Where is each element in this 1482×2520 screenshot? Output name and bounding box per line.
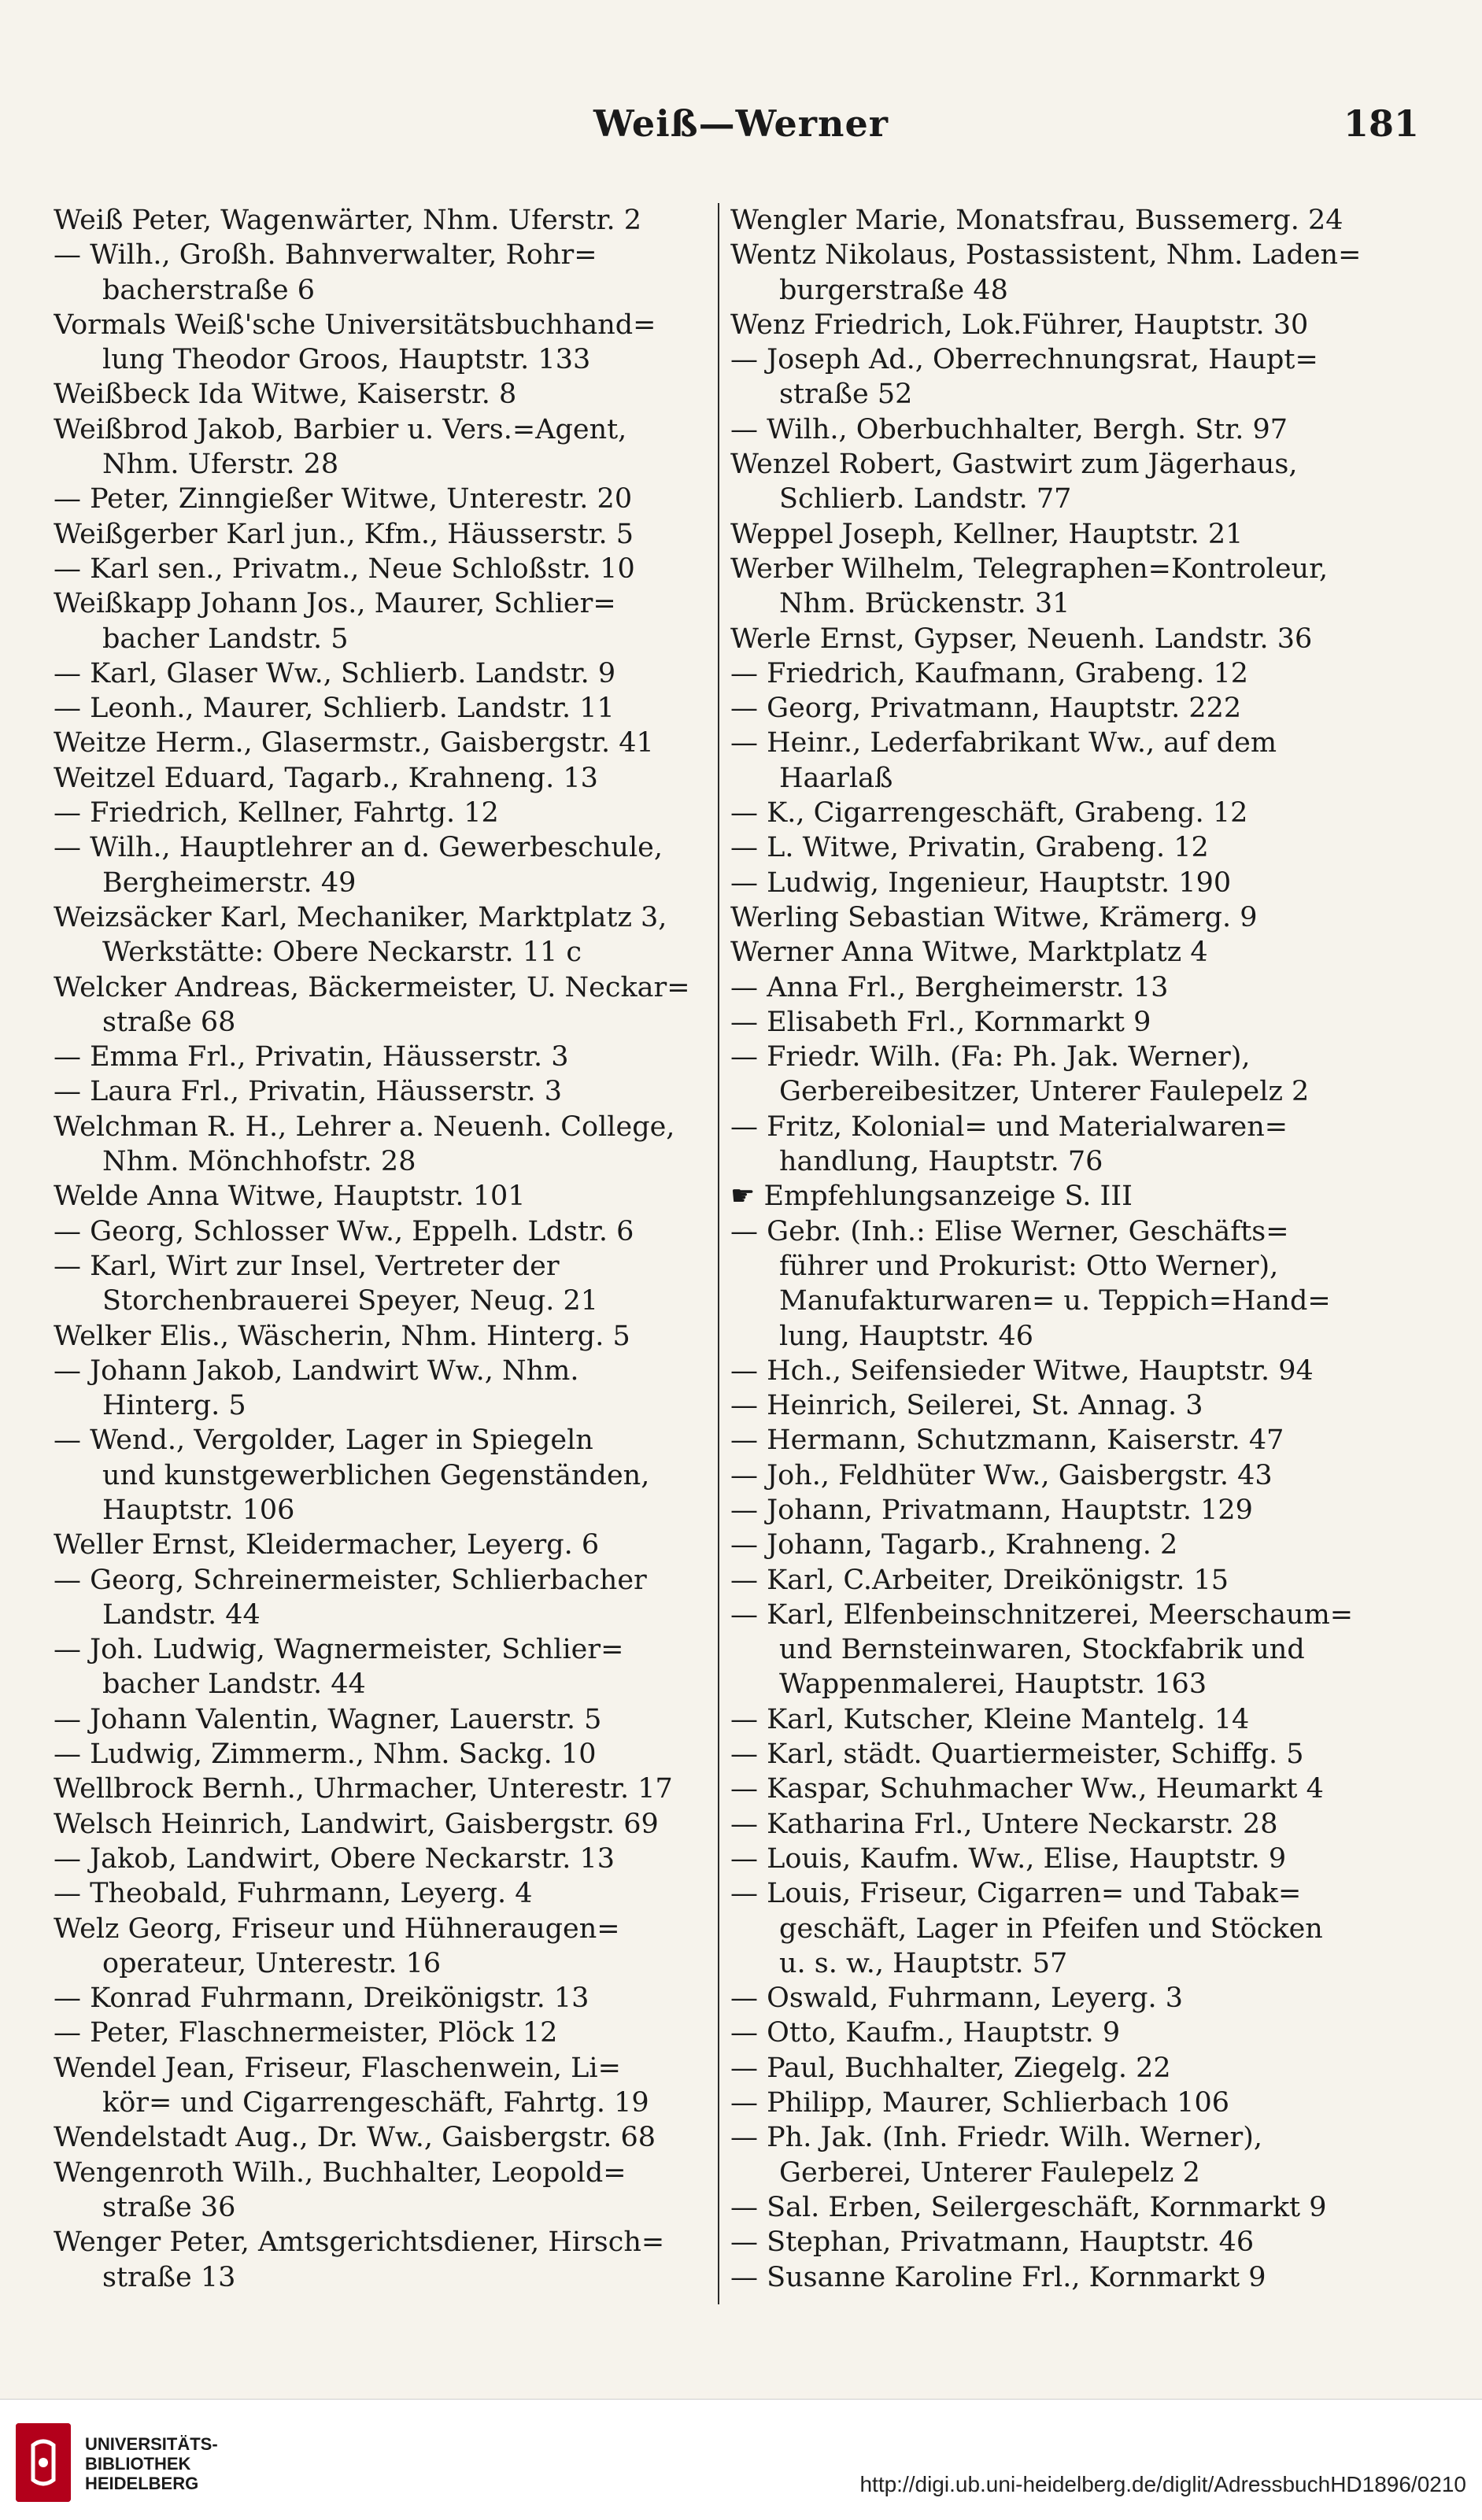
entry-line: Weitzel Eduard, Tagarb., Krahneng. 13 xyxy=(54,762,598,794)
entry-line: Weizsäcker Karl, Mechaniker, Marktplatz 3, xyxy=(54,901,667,933)
entry-continuation-line: handlung, Hauptstr. 76 xyxy=(779,1146,1103,1178)
directory-entry xyxy=(54,2225,715,2295)
directory-entry xyxy=(730,1493,1423,1528)
entry-continuation-line: straße 13 xyxy=(102,2261,236,2293)
directory-entry xyxy=(54,308,715,378)
entry-continuation-line: straße 52 xyxy=(779,379,913,411)
entry-line: Wentz Nikolaus, Postassistent, Nhm. Laden= xyxy=(730,239,1362,272)
logo-line: HEIDELBERG xyxy=(85,2474,199,2493)
entry-line: Weißbeck Ida Witwe, Kaiserstr. 8 xyxy=(54,379,517,411)
directory-entry xyxy=(54,1737,715,1772)
entry-line: — Philipp, Maurer, Schlierbach 106 xyxy=(730,2087,1229,2119)
directory-entry xyxy=(730,2120,1423,2190)
entry-line: — Karl sen., Privatm., Neue Schloßstr. 10 xyxy=(54,552,635,585)
entry-line: — Oswald, Fuhrmann, Leyerg. 3 xyxy=(730,1982,1184,2015)
entry-line: — Johann, Tagarb., Krahneng. 2 xyxy=(730,1529,1178,1561)
entry-line: Wengenroth Wilh., Buchhalter, Leopold= xyxy=(54,2156,626,2189)
directory-entry xyxy=(730,2225,1423,2260)
entry-line: Wenger Peter, Amtsgerichtsdiener, Hirsch= xyxy=(54,2226,665,2259)
entry-continuation-line: geschäft, Lager in Pfeifen und Stöcken xyxy=(779,1912,1323,1945)
entry-line: Welcker Andreas, Bäckermeister, U. Neckar= xyxy=(54,971,690,1003)
directory-entry xyxy=(730,866,1423,900)
directory-entry xyxy=(54,1528,715,1562)
entry-line: — Joh., Feldhüter Ww., Gaisbergstr. 43 xyxy=(730,1459,1273,1491)
directory-entry xyxy=(54,1981,715,2016)
entry-line: — Peter, Flaschnermeister, Plöck 12 xyxy=(54,2017,558,2049)
entry-continuation-line: Werkstätte: Obere Neckarstr. 11 c xyxy=(102,937,582,969)
directory-entry xyxy=(730,308,1423,342)
entry-line: — Kaspar, Schuhmacher Ww., Heumarkt 4 xyxy=(730,1773,1324,1805)
entry-line: — Wilh., Großh. Bahnverwalter, Rohr= xyxy=(54,239,597,272)
entry-line: — Louis, Friseur, Cigarren= und Tabak= xyxy=(730,1878,1302,1910)
directory-entry xyxy=(730,1842,1423,1876)
directory-entry xyxy=(54,970,715,1040)
entry-line: Weißkapp Johann Jos., Maurer, Schlier= xyxy=(54,588,616,620)
directory-entry xyxy=(54,761,715,796)
entry-line: — Fritz, Kolonial= und Materialwaren= xyxy=(730,1110,1288,1143)
entry-line: Weitze Herm., Glasermstr., Gaisbergstr. 41 xyxy=(54,727,654,759)
directory-entry xyxy=(54,1423,715,1528)
entry-line: — Karl, Kutscher, Kleine Mantelg. 14 xyxy=(730,1703,1250,1735)
directory-entry xyxy=(54,726,715,760)
directory-entry xyxy=(730,1876,1423,1981)
entry-continuation-line: u. s. w., Hauptstr. 57 xyxy=(779,1947,1068,1979)
directory-entry xyxy=(730,2051,1423,2086)
right-column xyxy=(730,203,1423,2295)
directory-entry xyxy=(730,2016,1423,2050)
entry-line: — Friedrich, Kellner, Fahrtg. 12 xyxy=(54,797,499,830)
entry-line: — Karl, Wirt zur Insel, Vertreter der xyxy=(54,1250,560,1282)
directory-entry xyxy=(54,691,715,726)
directory-entry xyxy=(54,1912,715,1982)
entry-line: — Katharina Frl., Untere Neckarstr. 28 xyxy=(730,1808,1278,1840)
entry-line: Welchman R. H., Lehrer a. Neuenh. College, xyxy=(54,1110,675,1143)
entry-line: Weißgerber Karl jun., Kfm., Häusserstr. 5 xyxy=(54,518,634,550)
entry-line: — K., Cigarrengeschäft, Grabeng. 12 xyxy=(730,797,1248,830)
directory-entry xyxy=(54,1319,715,1354)
entry-line: Wellbrock Bernh., Uhrmacher, Unterestr. 17 xyxy=(54,1773,673,1805)
directory-entry xyxy=(730,900,1423,935)
directory-entry xyxy=(54,830,715,900)
entry-line: — Louis, Kaufm. Ww., Elise, Hauptstr. 9 xyxy=(730,1842,1287,1875)
directory-entry xyxy=(730,1040,1423,1110)
entry-line: — Susanne Karoline Frl., Kornmarkt 9 xyxy=(730,2261,1266,2293)
directory-entry xyxy=(54,1632,715,1702)
entry-line: Weller Ernst, Kleidermacher, Leyerg. 6 xyxy=(54,1529,600,1561)
entry-line: — Ludwig, Ingenieur, Hauptstr. 190 xyxy=(730,866,1232,899)
entry-line: — Karl, städt. Quartiermeister, Schiffg. 5 xyxy=(730,1739,1304,1771)
entry-line: — Georg, Privatmann, Hauptstr. 222 xyxy=(730,693,1242,725)
directory-entry xyxy=(730,238,1423,308)
entry-line: Vormals Weiß'sche Universitätsbuchhand= xyxy=(54,309,656,341)
entry-line: Werber Wilhelm, Telegraphen=Kontroleur, xyxy=(730,552,1329,585)
entry-continuation-line: Hauptstr. 106 xyxy=(102,1494,295,1526)
directory-entry xyxy=(730,447,1423,517)
directory-entry xyxy=(730,1702,1423,1737)
entry-continuation-line: und Bernsteinwaren, Stockfabrik und xyxy=(779,1634,1305,1666)
entry-line: Welde Anna Witwe, Hauptstr. 101 xyxy=(54,1181,526,1213)
directory-entry xyxy=(730,1737,1423,1772)
entry-line: — Karl, C.Arbeiter, Dreikönigstr. 15 xyxy=(730,1564,1229,1596)
entry-continuation-line: straße 36 xyxy=(102,2191,236,2223)
entry-line: — Wend., Vergolder, Lager in Spiegeln xyxy=(54,1424,593,1457)
directory-entry xyxy=(54,1214,715,1249)
directory-entry xyxy=(54,482,715,516)
directory-entry xyxy=(730,2260,1423,2295)
entry-continuation-line: Nhm. Brückenstr. 31 xyxy=(779,588,1070,620)
entry-continuation-line: bacherstraße 6 xyxy=(102,274,315,306)
directory-entry xyxy=(54,1040,715,1074)
entry-line: — Johann, Privatmann, Hauptstr. 129 xyxy=(730,1494,1253,1526)
entry-continuation-line: Storchenbrauerei Speyer, Neug. 21 xyxy=(102,1285,599,1317)
entry-line: — Leonh., Maurer, Schlierb. Landstr. 11 xyxy=(54,693,615,725)
footer-bar xyxy=(0,2399,1482,2520)
directory-entry xyxy=(54,1074,715,1109)
directory-entry xyxy=(54,2120,715,2155)
entry-continuation-line: Nhm. Uferstr. 28 xyxy=(102,449,339,481)
directory-entry xyxy=(54,552,715,586)
left-column xyxy=(54,203,715,2295)
directory-entry xyxy=(54,238,715,308)
entry-line: — Friedr. Wilh. (Fa: Ph. Jak. Werner), xyxy=(730,1041,1251,1073)
entry-line: Werling Sebastian Witwe, Krämerg. 9 xyxy=(730,901,1258,933)
entry-continuation-line: Manufakturwaren= u. Teppich=Hand= xyxy=(779,1285,1331,1317)
directory-entry xyxy=(54,517,715,552)
entry-line: — Sal. Erben, Seilergeschäft, Kornmarkt 9 xyxy=(730,2191,1327,2223)
entry-line: — Wilh., Oberbuchhalter, Bergh. Str. 97 xyxy=(730,413,1288,445)
entry-line: — Georg, Schreinermeister, Schlierbacher xyxy=(54,1564,647,1596)
directory-entry xyxy=(730,517,1423,552)
entry-line: — Stephan, Privatmann, Hauptstr. 46 xyxy=(730,2226,1255,2259)
directory-entry xyxy=(54,377,715,412)
entry-continuation-line: burgerstraße 48 xyxy=(779,274,1008,306)
directory-entry xyxy=(730,2190,1423,2225)
entry-continuation-line: Bergheimerstr. 49 xyxy=(102,866,357,899)
entry-line: Wengler Marie, Monatsfrau, Bussemerg. 24 xyxy=(730,205,1343,236)
directory-entry xyxy=(730,1981,1423,2016)
entry-line: Wendelstadt Aug., Dr. Ww., Gaisbergstr. 68 xyxy=(54,2122,656,2154)
entry-line: Weiß Peter, Wagenwärter, Nhm. Uferstr. 2 xyxy=(54,205,641,236)
entry-line: — Johann Valentin, Wagner, Lauerstr. 5 xyxy=(54,1703,602,1735)
entry-line: — Ludwig, Zimmerm., Nhm. Sackg. 10 xyxy=(54,1739,597,1771)
directory-entry xyxy=(54,2016,715,2050)
entry-line: Wendel Jean, Friseur, Flaschenwein, Li= xyxy=(54,2052,621,2084)
entry-line: — L. Witwe, Privatin, Grabeng. 12 xyxy=(730,832,1209,864)
directory-entry xyxy=(54,1876,715,1911)
directory-entry xyxy=(54,656,715,691)
column-divider xyxy=(718,203,719,2304)
entry-continuation-line: Landstr. 44 xyxy=(102,1598,261,1631)
directory-entry xyxy=(730,1528,1423,1562)
directory-entry xyxy=(730,970,1423,1005)
source-url-link[interactable]: http://digi.ub.uni-heidelberg.de/diglit/AdressbuchHD1896/0210 xyxy=(859,2472,1466,2496)
directory-entry xyxy=(54,1354,715,1424)
entry-line: — Hermann, Schutzmann, Kaiserstr. 47 xyxy=(730,1424,1284,1457)
entry-line: Welz Georg, Friseur und Hühneraugen= xyxy=(54,1912,620,1945)
running-title: Weiß—Werner xyxy=(593,102,889,145)
directory-entry xyxy=(730,1423,1423,1458)
entry-line: Wenzel Robert, Gastwirt zum Jägerhaus, xyxy=(730,449,1298,481)
entry-continuation-line: kör= und Cigarrengeschäft, Fahrtg. 19 xyxy=(102,2087,649,2119)
directory-entry xyxy=(54,1807,715,1842)
entry-continuation-line: Gerbereibesitzer, Unterer Faulepelz 2 xyxy=(779,1076,1310,1108)
directory-entry xyxy=(730,412,1423,447)
entry-line: Weppel Joseph, Kellner, Hauptstr. 21 xyxy=(730,518,1244,550)
logo-line: UNIVERSITÄTS- xyxy=(85,2434,218,2454)
entry-line: — Georg, Schlosser Ww., Eppelh. Ldstr. 6 xyxy=(54,1215,634,1247)
entry-continuation-line: Haarlaß xyxy=(779,762,893,794)
page-number: 181 xyxy=(1343,102,1419,145)
entry-continuation-line: lung Theodor Groos, Hauptstr. 133 xyxy=(102,344,591,376)
entry-line: — Ph. Jak. (Inh. Friedr. Wilh. Werner), xyxy=(730,2122,1262,2154)
directory-entry xyxy=(730,1772,1423,1806)
directory-entry xyxy=(54,2051,715,2121)
entry-continuation-line: bacher Landstr. 44 xyxy=(102,1668,366,1701)
directory-entry xyxy=(54,796,715,830)
entry-line: — Otto, Kaufm., Hauptstr. 9 xyxy=(730,2017,1121,2049)
entry-continuation-line: Schlierb. Landstr. 77 xyxy=(779,483,1072,515)
entry-continuation-line: Wappenmalerei, Hauptstr. 163 xyxy=(779,1668,1207,1701)
entry-line: — Konrad Fuhrmann, Dreikönigstr. 13 xyxy=(54,1982,589,2015)
entry-line: — Paul, Buchhalter, Ziegelg. 22 xyxy=(730,2052,1171,2084)
entry-continuation-line: lung, Hauptstr. 46 xyxy=(779,1320,1034,1352)
directory-entry xyxy=(730,1354,1423,1388)
entry-continuation-line: operateur, Unterestr. 16 xyxy=(102,1947,442,1979)
directory-entry xyxy=(730,1458,1423,1493)
entry-line: — Emma Frl., Privatin, Häusserstr. 3 xyxy=(54,1041,569,1073)
entry-continuation-line: straße 68 xyxy=(102,1006,236,1038)
entry-line: — Friedrich, Kaufmann, Grabeng. 12 xyxy=(730,657,1249,689)
directory-entry xyxy=(730,935,1423,970)
entry-line: Welsch Heinrich, Landwirt, Gaisbergstr. 69 xyxy=(54,1808,659,1840)
directory-entry xyxy=(54,203,715,238)
directory-entry xyxy=(730,656,1423,691)
directory-entry xyxy=(730,830,1423,865)
entry-line: — Theobald, Fuhrmann, Leyerg. 4 xyxy=(54,1878,533,1910)
directory-entry xyxy=(730,622,1423,656)
directory-entry xyxy=(730,1179,1423,1214)
page-header xyxy=(55,102,1427,157)
directory-entry xyxy=(730,203,1423,238)
entry-line: — Gebr. (Inh.: Elise Werner, Geschäfts= xyxy=(730,1215,1289,1247)
directory-entry xyxy=(54,1563,715,1633)
directory-entry xyxy=(730,1214,1423,1354)
entry-line: Wenz Friedrich, Lok.Führer, Hauptstr. 30 xyxy=(730,309,1309,341)
entry-line: — Laura Frl., Privatin, Häusserstr. 3 xyxy=(54,1076,562,1108)
directory-entry xyxy=(54,2156,715,2226)
directory-entry xyxy=(730,726,1423,796)
directory-entry xyxy=(730,1110,1423,1180)
directory-entry xyxy=(54,412,715,482)
directory-entry xyxy=(54,1110,715,1180)
entry-line: Welker Elis., Wäscherin, Nhm. Hinterg. 5 xyxy=(54,1320,630,1352)
entry-continuation-line: führer und Prokurist: Otto Werner), xyxy=(779,1250,1279,1282)
directory-entry xyxy=(730,552,1423,622)
directory-entry xyxy=(730,342,1423,412)
directory-entry xyxy=(730,796,1423,830)
entry-continuation-line: und kunstgewerblichen Gegenständen, xyxy=(102,1459,650,1491)
library-logo-icon xyxy=(16,2423,71,2502)
entry-continuation-line: Gerberei, Unterer Faulepelz 2 xyxy=(779,2156,1200,2189)
directory-entry xyxy=(54,1249,715,1319)
directory-entry xyxy=(730,1807,1423,1842)
entry-line: — Heinr., Lederfabrikant Ww., auf dem xyxy=(730,727,1277,759)
entry-line: — Wilh., Hauptlehrer an d. Gewerbeschule, xyxy=(54,832,663,864)
entry-line: — Johann Jakob, Landwirt Ww., Nhm. xyxy=(54,1354,579,1387)
directory-entry xyxy=(730,2086,1423,2120)
entry-line: — Jakob, Landwirt, Obere Neckarstr. 13 xyxy=(54,1842,615,1875)
directory-entry xyxy=(730,1563,1423,1598)
directory-entry xyxy=(730,1005,1423,1040)
entry-continuation-line: Nhm. Mönchhofstr. 28 xyxy=(102,1146,416,1178)
entry-line: — Hch., Seifensieder Witwe, Hauptstr. 94 xyxy=(730,1354,1314,1387)
library-logo-text xyxy=(85,2434,218,2493)
directory-entry xyxy=(54,1772,715,1806)
entry-continuation-line: Hinterg. 5 xyxy=(102,1390,246,1422)
entry-line: — Anna Frl., Bergheimerstr. 13 xyxy=(730,971,1169,1003)
entry-line: — Heinrich, Seilerei, St. Annag. 3 xyxy=(730,1390,1203,1422)
directory-entry xyxy=(730,691,1423,726)
entry-line: ☛ Empfehlungsanzeige S. III xyxy=(730,1181,1133,1213)
entry-line: — Joh. Ludwig, Wagnermeister, Schlier= xyxy=(54,1634,624,1666)
entry-line: Weißbrod Jakob, Barbier u. Vers.=Agent, xyxy=(54,413,627,445)
directory-entry xyxy=(54,1842,715,1876)
directory-entry xyxy=(54,900,715,970)
directory-entry xyxy=(54,1179,715,1214)
entry-line: — Joseph Ad., Oberrechnungsrat, Haupt= xyxy=(730,344,1318,376)
entry-continuation-line: bacher Landstr. 5 xyxy=(102,623,349,655)
directory-entry xyxy=(54,586,715,656)
directory-entry xyxy=(54,1702,715,1737)
logo-line: BIBLIOTHEK xyxy=(85,2454,191,2474)
directory-entry xyxy=(730,1598,1423,1702)
entry-line: Werner Anna Witwe, Marktplatz 4 xyxy=(730,937,1208,969)
entry-line: — Elisabeth Frl., Kornmarkt 9 xyxy=(730,1006,1151,1038)
entry-line: Werle Ernst, Gypser, Neuenh. Landstr. 36 xyxy=(730,623,1313,655)
entry-line: — Peter, Zinngießer Witwe, Unterestr. 20 xyxy=(54,483,633,515)
directory-entry xyxy=(730,1388,1423,1423)
library-logo[interactable] xyxy=(16,2423,268,2502)
entry-line: — Karl, Glaser Ww., Schlierb. Landstr. 9 xyxy=(54,657,616,689)
entry-line: — Karl, Elfenbeinschnitzerei, Meerschaum= xyxy=(730,1598,1354,1631)
